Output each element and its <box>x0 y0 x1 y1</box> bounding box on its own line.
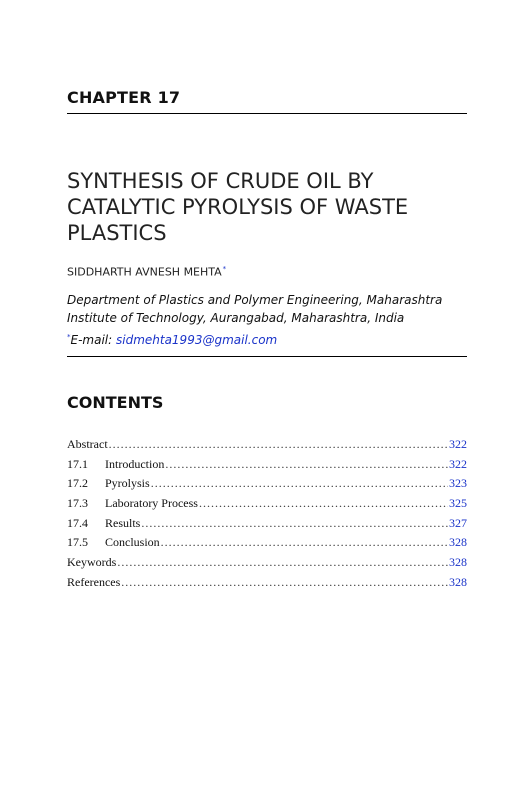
toc-entry-label: References <box>67 574 121 589</box>
toc-page-link[interactable]: 327 <box>449 515 467 530</box>
toc-entry-laboratory-process[interactable] <box>67 496 467 516</box>
affiliation <box>67 291 467 327</box>
author-name-text: SIDDHARTH AVNESH MEHTA <box>67 265 222 279</box>
toc-entry-label: Pyrolysis <box>105 476 150 491</box>
contents-heading: CONTENTS <box>67 393 164 412</box>
chapter-title-line: CATALYTIC PYROLYSIS OF WASTE <box>67 195 409 219</box>
email-link[interactable]: sidmehta1993@gmail.com <box>115 333 278 347</box>
toc-leader-dots <box>117 555 448 570</box>
toc-entry-results[interactable] <box>67 516 467 536</box>
toc-page-link[interactable]: 328 <box>449 555 467 570</box>
table-of-contents <box>67 437 467 595</box>
toc-entry-pyrolysis[interactable] <box>67 476 467 496</box>
toc-leader-dots <box>199 496 448 511</box>
affiliation-line: Department of Plastics and Polymer Engineering, Maharashtra <box>67 293 443 307</box>
toc-page-link[interactable]: 325 <box>449 496 467 511</box>
toc-entry-number: 17.3 <box>67 496 88 511</box>
toc-entry-label: Abstract <box>67 437 108 451</box>
toc-leader-dots <box>161 535 448 550</box>
toc-leader-dots <box>109 437 448 452</box>
toc-leader-dots <box>165 457 448 472</box>
toc-page-link[interactable]: 328 <box>449 574 467 589</box>
toc-entry-label: Laboratory Process <box>105 496 198 511</box>
author-marker: * <box>222 265 227 273</box>
toc-page-link[interactable]: 323 <box>449 476 467 491</box>
toc-page-link[interactable]: 322 <box>449 456 467 471</box>
toc-page-link[interactable]: 322 <box>449 437 467 451</box>
toc-leader-dots <box>151 476 448 491</box>
affiliation-line: Institute of Technology, Aurangabad, Maharashtra, India <box>67 311 405 325</box>
toc-entry-keywords[interactable] <box>67 555 467 575</box>
book-page <box>67 0 467 800</box>
toc-entry-label: Introduction <box>105 456 165 471</box>
toc-entry-references[interactable] <box>67 575 467 595</box>
toc-entry-label: Conclusion <box>105 535 160 550</box>
toc-leader-dots <box>121 575 448 590</box>
contact-email <box>67 333 277 347</box>
toc-entry-number: 17.4 <box>67 515 88 530</box>
toc-entry-conclusion[interactable] <box>67 535 467 555</box>
chapter-label: CHAPTER 17 <box>67 88 181 107</box>
chapter-title-line: PLASTICS <box>67 221 167 245</box>
toc-leader-dots <box>141 516 448 531</box>
toc-entry-label: Results <box>105 515 141 530</box>
chapter-title <box>67 168 467 246</box>
author-name <box>67 265 226 279</box>
toc-page-link[interactable]: 328 <box>449 535 467 550</box>
header-divider <box>67 356 467 357</box>
toc-entry-introduction[interactable] <box>67 457 467 477</box>
email-marker: * <box>67 333 71 341</box>
chapter-title-line: SYNTHESIS OF CRUDE OIL BY <box>67 169 374 193</box>
toc-entry-number: 17.5 <box>67 535 88 550</box>
toc-entry-abstract[interactable] <box>67 437 467 457</box>
toc-entry-number: 17.1 <box>67 456 88 471</box>
top-divider <box>67 113 467 114</box>
toc-entry-label: Keywords <box>67 555 117 570</box>
toc-entry-number: 17.2 <box>67 476 88 491</box>
email-label: E-mail: <box>70 333 116 347</box>
